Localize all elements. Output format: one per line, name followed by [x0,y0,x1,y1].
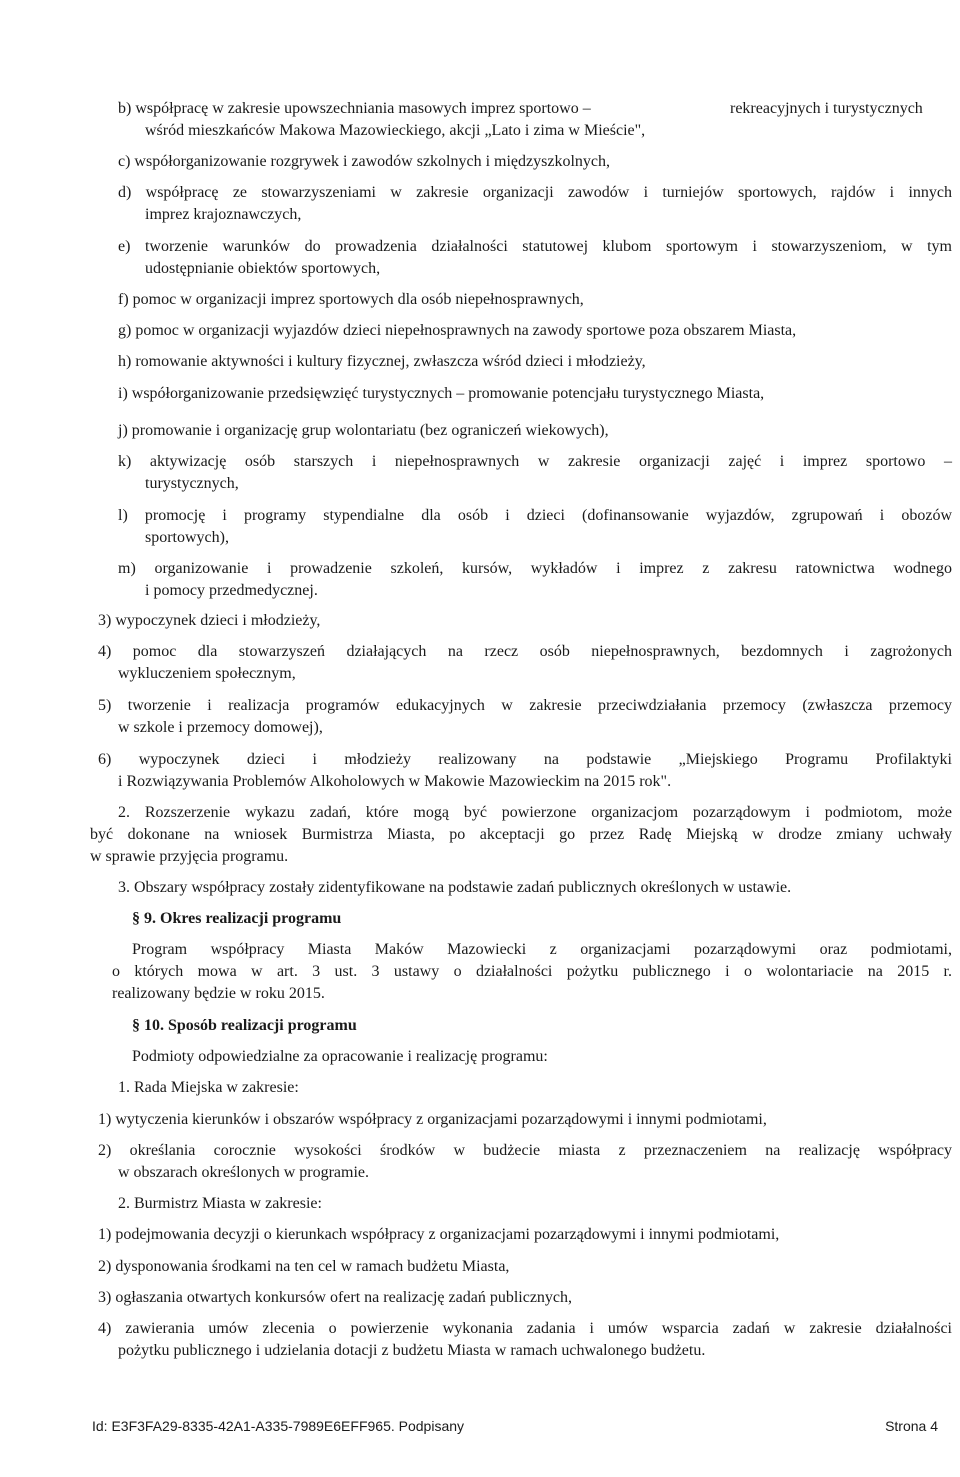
point-6-line-2: i Rozwiązywania Problemów Alkoholowych w Makowie Mazowieckim na 2015 rok". [118,773,672,790]
item-d-line-1: d) współpracę ze stowarzyszeniami w zakresie organizacji zawodów i turniejów sportowych, rajdów i innych [118,184,952,201]
par-9-line-3: realizowany będzie w roku 2015. [112,985,325,1002]
par-9-line-1: Program współpracy Miasta Maków Mazowiecki z organizacjami pozarządowymi oraz podmiotami, [132,941,952,958]
point-4-line-2: wykluczeniem społecznym, [118,665,296,682]
item-j: j) promowanie i organizację grup wolontariatu (bez ograniczeń wiekowych), [118,422,609,439]
section-2-line-2: być dokonane na wniosek Burmistrza Miasta, po akceptacji go przez Radę Miejską w drodze zmiany uchwały [90,826,952,843]
section-3: 3. Obszary współpracy zostały zidentyfikowane na podstawie zadań publicznych określonych w ustawie. [118,879,792,896]
section-2-line-3: w sprawie przyjęcia programu. [90,848,289,865]
burmistrz-item-1: 1) podejmowania decyzji o kierunkach współpracy z organizacjami pozarządowymi i innymi podmiotami, [98,1226,780,1243]
par-9-line-2: o których mowa w art. 3 ust. 3 ustawy o działalności pożytku publicznego i o wolontariacie na 2015 r. [112,963,952,980]
burmistrz-item-2: 2) dysponowania środkami na ten cel w ramach budżetu Miasta, [98,1258,510,1275]
burmistrz-item-4-line-1: 4) zawierania umów zlecenia o powierzenie wykonania zadania i umów wsparcia zadań w zakresie działalności [98,1320,952,1337]
burmistrz-item-3: 3) ogłaszania otwartych konkursów ofert na realizację zadań publicznych, [98,1289,573,1306]
section-2-line-1: 2. Rozszerzenie wykazu zadań, które mogą być powierzone organizacjom pozarządowym i podmiotom, może [118,804,952,821]
item-k-line-1: k) aktywizację osób starszych i niepełnosprawnych w zakresie organizacji zajęć i imprez sportowo – [118,453,952,470]
point-5-line-1: 5) tworzenie i realizacja programów edukacyjnych w zakresie przeciwdziałania przemocy (zwłaszcza przemocy [98,697,952,714]
item-e-line-2: udostępnianie obiektów sportowych, [145,260,381,277]
item-m-line-1: m) organizowanie i prowadzenie szkoleń, kursów, wykładów i imprez z zakresu ratownictwa wodnego [118,560,952,577]
point-5-line-2: w szkole i przemocy domowej), [118,719,323,736]
item-c: c) współorganizowanie rozgrywek i zawodów szkolnych i międzyszkolnych, [118,153,611,170]
rada-item-2-line-2: w obszarach określonych w programie. [118,1164,370,1181]
burmistrz-item-4-line-2: pożytku publicznego i udzielania dotacji z budżetu Miasta w ramach uchwalonego budżetu. [118,1342,706,1359]
burmistrz-heading: 2. Burmistrz Miasta w zakresie: [118,1195,322,1212]
footer-document-id: Id: E3F3FA29-8335-42A1-A335-7989E6EFF965. Podpisany [92,1418,465,1434]
rada-item-1: 1) wytyczenia kierunków i obszarów współpracy z organizacjami pozarządowymi i innymi podmiotami, [98,1111,767,1128]
item-b-line-1-right: rekreacyjnych i turystycznych [730,100,923,117]
par-10-intro: Podmioty odpowiedzialne za opracowanie i realizację programu: [132,1048,548,1065]
item-d-line-2: imprez krajoznawczych, [145,206,302,223]
item-f: f) pomoc w organizacji imprez sportowych dla osób niepełnosprawnych, [118,291,584,308]
item-h: h) romowanie aktywności i kultury fizycznej, zwłaszcza wśród dzieci i młodzieży, [118,353,646,370]
footer-page-number: Strona 4 [885,1418,938,1434]
rada-heading: 1. Rada Miejska w zakresie: [118,1079,299,1096]
item-l-line-1: l) promocję i programy stypendialne dla osób i dzieci (dofinansowanie wyjazdów, zgrupowań i obozów [118,507,952,524]
item-g: g) pomoc w organizacji wyjazdów dzieci niepełnosprawnych na zawody sportowe poza obszarem Miasta, [118,322,797,339]
point-3: 3) wypoczynek dzieci i młodzieży, [98,612,321,629]
heading-par-9: § 9. Okres realizacji programu [132,910,342,927]
rada-item-2-line-1: 2) określania corocznie wysokości środków w budżecie miasta z przeznaczeniem na realizację współpracy [98,1142,952,1159]
point-6-line-1: 6) wypoczynek dzieci i młodzieży realizowany na podstawie „Miejskiego Programu Profilaktyki [98,751,952,768]
item-e-line-1: e) tworzenie warunków do prowadzenia działalności statutowej klubom sportowym i stowarzyszeniom, w tym [118,238,952,255]
item-k-line-2: turystycznych, [145,475,239,492]
item-m-line-2: i pomocy przedmedycznej. [145,582,318,599]
item-b-line-2: wśród mieszkańców Makowa Mazowieckiego, akcji „Lato i zima w Mieście", [145,122,646,139]
item-l-line-2: sportowych), [145,529,229,546]
item-b-line-1: b) współpracę w zakresie upowszechniania masowych imprez sportowo – [118,100,591,117]
point-4-line-1: 4) pomoc dla stowarzyszeń działających na rzecz osób niepełnosprawnych, bezdomnych i zagrożonych [98,643,952,660]
item-i: i) współorganizowanie przedsięwzięć turystycznych – promowanie potencjału turystycznego Miasta, [118,385,765,402]
heading-par-10: § 10. Sposób realizacji programu [132,1017,357,1034]
